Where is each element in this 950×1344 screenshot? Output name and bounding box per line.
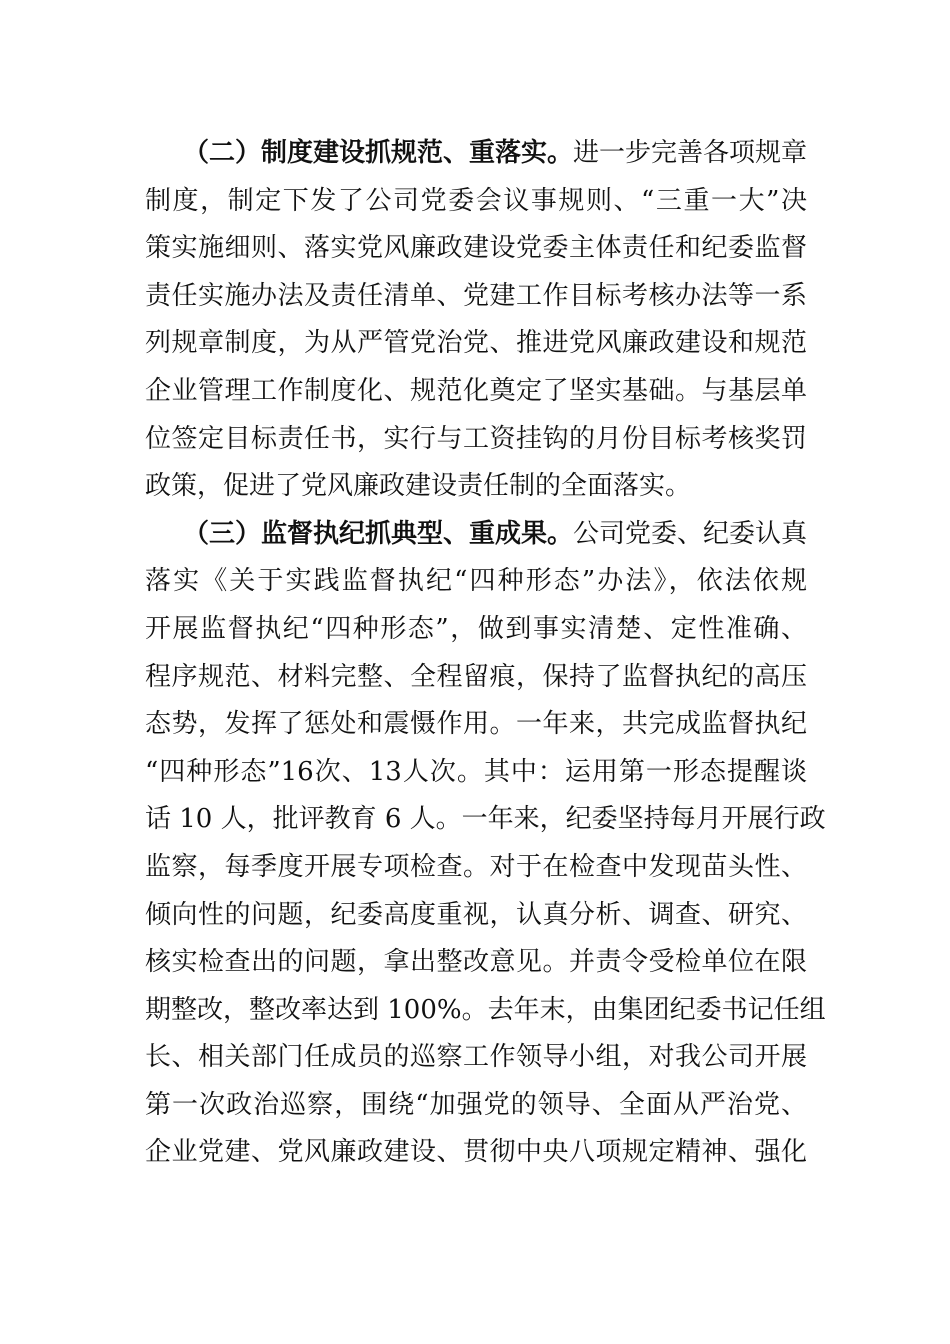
paragraph-line: 程序规范、材料完整、全程留痕，保持了监督执纪的高压 [145, 661, 807, 692]
paragraph-line [145, 130, 807, 178]
paragraph-line: 制度，制定下发了公司党委会议事规则、“三重一大”决 [145, 185, 807, 216]
paragraph-line: 列规章制度，为从严管党治党、推进党风廉政建设和规范 [145, 328, 807, 359]
paragraph-line: 位签定目标责任书，实行与工资挂钩的月份目标考核奖罚 [145, 423, 807, 454]
paragraph-line: 监察，每季度开展专项检查。对于在检查中发现苗头性、 [145, 851, 807, 882]
paragraph-line: 企业党建、党风廉政建设、贯彻中央八项规定精神、强化 [145, 1137, 807, 1168]
paragraph-line: 责任实施办法及责任清单、党建工作目标考核办法等一系 [145, 280, 807, 311]
paragraph-line: 开展监督执纪“四种形态”，做到事实清楚、定性准确、 [145, 613, 807, 644]
paragraph-line: 落实《关于实践监督执纪“四种形态”办法》，依法依规 [145, 566, 807, 597]
section-heading: （三）监督执纪抓典型、重成果。 [183, 518, 574, 549]
paragraph-line: 态势，发挥了惩处和震慑作用。一年来，共完成监督执纪 [145, 709, 807, 740]
paragraph-line: “四种形态”16次、13人次。其中：运用第一形态提醒谈 [145, 756, 807, 787]
paragraph-line: 策实施细则、落实党风廉政建设党委主体责任和纪委监督 [145, 233, 807, 264]
paragraph-line: 核实检查出的问题，拿出整改意见。并责令受检单位在限 [145, 947, 807, 978]
paragraph-line: 政策，促进了党风廉政建设责任制的全面落实。 [145, 471, 692, 502]
paragraph-line: 长、相关部门任成员的巡察工作领导小组，对我公司开展 [145, 1042, 807, 1073]
paragraph-line: 话 10 人，批评教育 6 人。一年来，纪委坚持每月开展行政 [145, 804, 826, 835]
section-heading: （二）制度建设抓规范、重落实。 [183, 138, 574, 168]
paragraph-text: 进一步完善各项规章 [573, 138, 808, 168]
paragraph-line: 第一次政治巡察，围绕“加强党的领导、全面从严治党、 [145, 1089, 807, 1120]
paragraph-line: 期整改，整改率达到 100%。去年末，由集团纪委书记任组 [145, 994, 826, 1025]
paragraph-line: 企业管理工作制度化、规范化奠定了坚实基础。与基层单 [145, 375, 807, 406]
paragraph-line [145, 511, 807, 559]
paragraph-text: 公司党委、纪委认真 [573, 518, 808, 549]
document-body [145, 130, 826, 1177]
paragraph-line: 倾向性的问题，纪委高度重视，认真分析、调查、研究、 [145, 899, 807, 930]
